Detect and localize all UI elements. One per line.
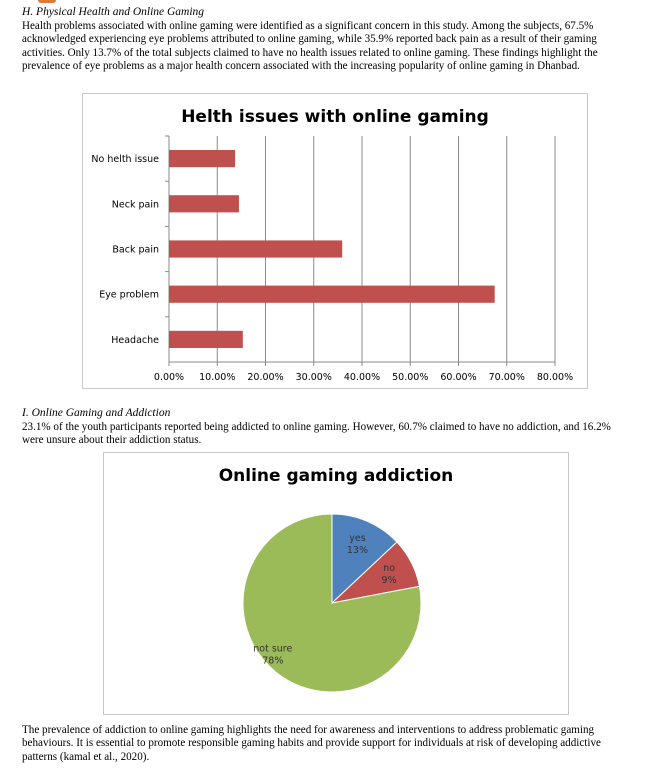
health-chart-title: Helth issues with online gaming	[181, 107, 489, 127]
bar	[169, 286, 495, 303]
x-tick-label: 20.00%	[247, 372, 284, 383]
x-tick-label: 50.00%	[392, 372, 429, 383]
bar	[169, 240, 342, 257]
addiction-chart	[103, 452, 569, 715]
x-tick-label: 10.00%	[199, 372, 236, 383]
bar	[169, 331, 243, 348]
category-label: Back pain	[112, 244, 159, 256]
x-tick-label: 70.00%	[488, 372, 525, 383]
category-label: No helth issue	[91, 154, 159, 166]
x-tick-label: 40.00%	[343, 372, 381, 383]
section-h-paragraph	[22, 20, 650, 74]
x-tick-label: 30.00%	[295, 372, 332, 383]
x-tick-label: 0.00%	[153, 372, 185, 383]
x-tick-label: 80.00%	[536, 372, 574, 383]
paragraph-line: activities. Only 13.7% of the total subjects claimed to have no health issues related to online gaming. These findings highlight the	[22, 46, 598, 59]
category-label: Eye problem	[99, 289, 159, 301]
x-tick-label: 60.00%	[440, 372, 477, 383]
slice-percent-label: 13%	[346, 545, 369, 557]
paragraph-line: 23.1% of the youth participants reported being addicted to online gaming. However, 60.7% claimed to have no addiction, and 16.2%	[22, 421, 611, 433]
bar	[169, 195, 239, 212]
slice-category-label: not sure	[253, 643, 293, 655]
section-i-heading: I. Online Gaming and Addiction	[22, 407, 171, 419]
paragraph-line: acknowledged experiencing eye problems attributed to online gaming, while 35.9% reported back pain as a result of their gaming	[22, 33, 597, 46]
section-h-heading: H. Physical Health and Online Gaming	[22, 6, 205, 18]
paragraph-line: behaviours. It is essential to promote responsible gaming habits and provide support for individuals at risk of developing addictive	[22, 737, 601, 750]
slice-percent-label: 78%	[262, 655, 284, 667]
bar	[169, 150, 235, 167]
category-label: Headache	[111, 334, 159, 346]
paragraph-line: were unsure about their addiction status.	[22, 434, 202, 447]
paragraph-line: The prevalence of addiction to online gaming highlights the need for awareness and interventions to address problematic gaming	[22, 724, 595, 736]
section-i-paragraph	[22, 421, 650, 448]
closing-paragraph	[22, 724, 650, 764]
slice-percent-label: 9%	[381, 574, 397, 586]
slice-category-label: yes	[349, 533, 366, 545]
addiction-pie-plot	[104, 453, 568, 714]
health-issues-chart	[82, 93, 588, 389]
paragraph-line: Health problems associated with online gaming were identified as a significant concern in this study. Among the subjects, 67.5%	[22, 20, 594, 32]
addiction-chart-title: Online gaming addiction	[218, 466, 454, 486]
paragraph-line: prevalence of eye problems as a major health concern associated with the increasing popularity of online gaming in Dhanbad.	[22, 60, 580, 73]
category-label: Neck pain	[111, 199, 159, 211]
health-bar-chart-plot	[83, 94, 587, 388]
slice-category-label: no	[383, 562, 396, 574]
page-corner-mark	[38, 0, 56, 3]
paragraph-line: patterns (kamal et al., 2020).	[22, 750, 150, 763]
